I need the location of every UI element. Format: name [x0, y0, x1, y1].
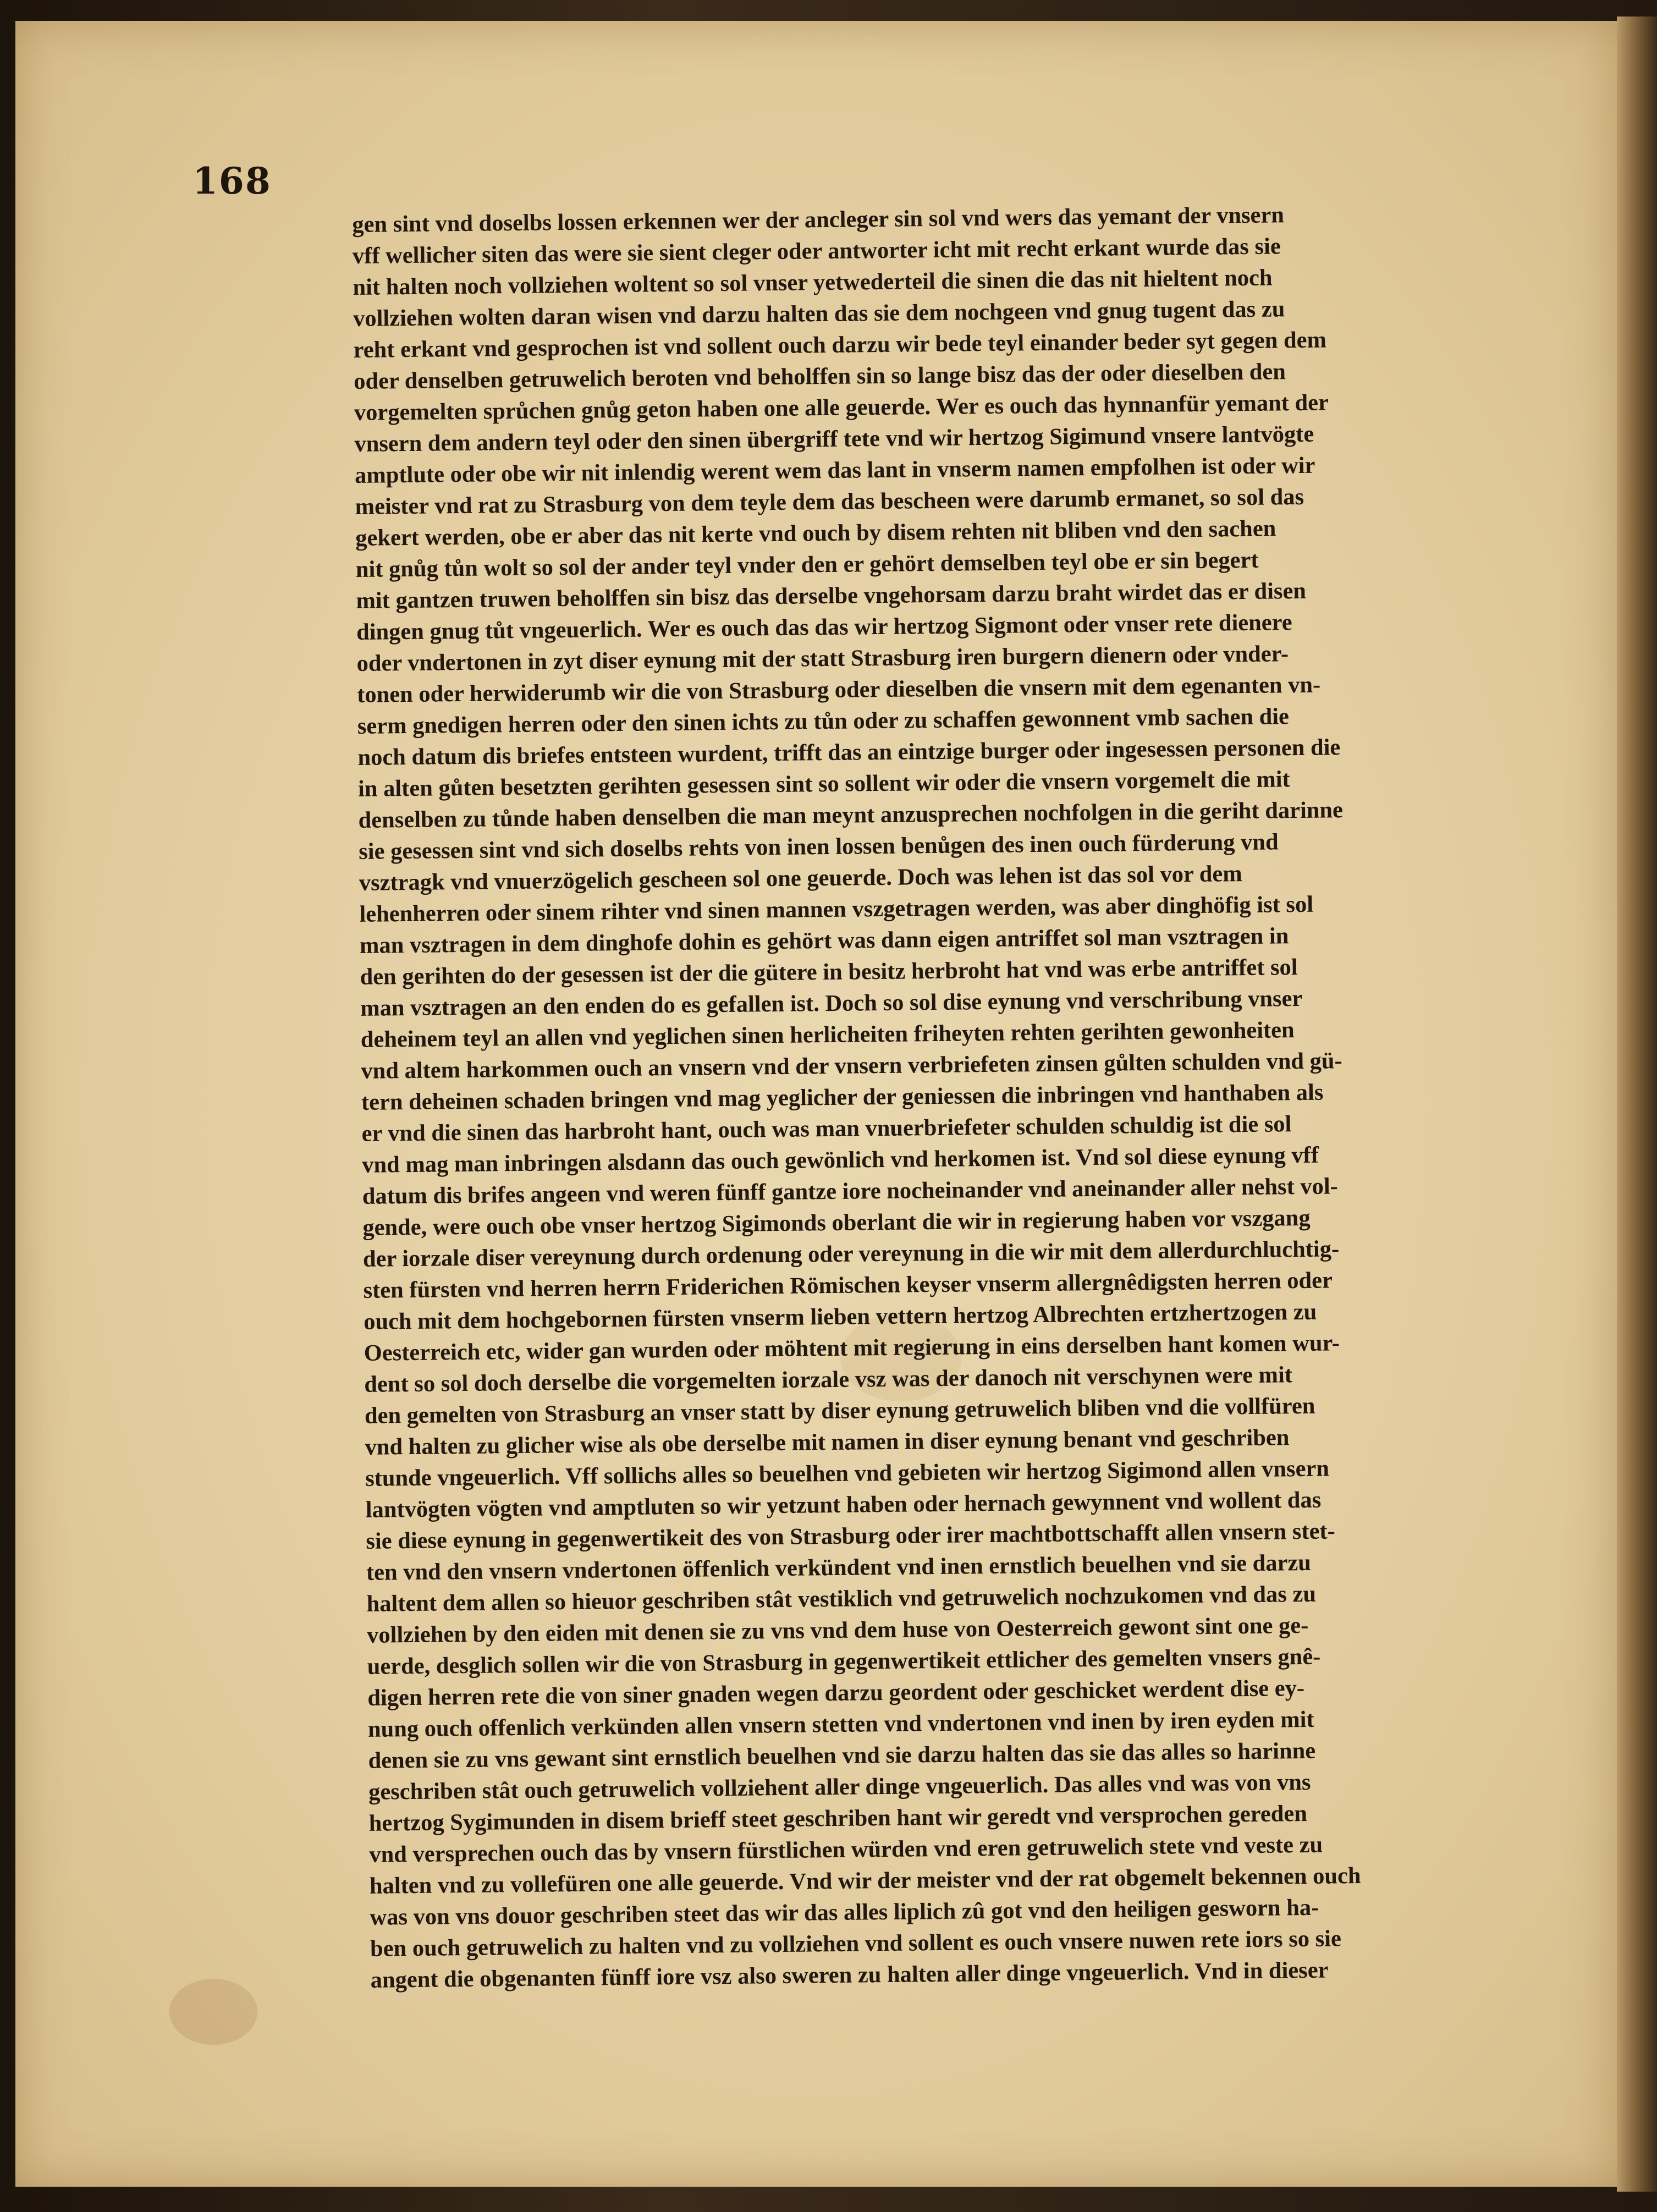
text-line: nung ouch offenlich verkünden allen vnsern stetten vnd vndertonen vnd inen by iren eyden mit: [367, 1706, 1314, 1742]
text-line: reht erkant vnd gesprochen ist vnd sollent ouch darzu wir bede teyl einander beder syt gegen dem: [353, 327, 1327, 363]
text-line: noch datum dis briefes entsteen wurdent, trifft das an eintzige burger oder ingesessen personen die: [357, 734, 1341, 771]
text-line: was von vns douor geschriben steet das wir das alles liplich zû got vnd den heiligen gesworn ha-: [370, 1894, 1319, 1930]
text-line: sie diese eynung in gegenwertikeit des von Strasburg oder irer machtbottschafft allen vnsern stet-: [366, 1518, 1335, 1554]
text-line: vnsern dem andern teyl oder den sinen übergriff tete vnd wir hertzog Sigimund vnsere lantvögte: [354, 421, 1314, 457]
page-edge: [1617, 16, 1657, 2192]
text-line: dingen gnug tůt vngeuerlich. Wer es ouch das das wir hertzog Sigmont oder vnser rete dienere: [356, 609, 1292, 645]
text-line: denselben zu tůnde haben denselben die man meynt anzusprechen nochfolgen in die geriht darinne: [358, 797, 1344, 833]
text-line: datum dis brifes angeen vnd weren fünff gantze iore nocheinander vnd aneinander aller nehst vol-: [362, 1173, 1339, 1209]
text-line: geschriben stât ouch getruwelich vollziehent aller dinge vngeuerlich. Das alles vnd was von vns: [368, 1769, 1311, 1805]
text-line: uerde, desglich sollen wir die von Strasburg in gegenwertikeit ettlicher des gemelten vnsers gnê-: [367, 1643, 1321, 1680]
page-number: 168: [192, 159, 272, 202]
text-line: vff wellicher siten das were sie sient cleger oder antworter icht mit recht erkant wurde das sie: [352, 233, 1281, 269]
text-line: vorgemelten sprůchen gnůg geton haben one alle geuerde. Wer es ouch das hynnanfür yemant der: [354, 389, 1329, 426]
paper-stain: [169, 1979, 257, 2045]
text-line: Oesterreich etc, wider gan wurden oder möhtent mit regierung in eins derselben hant komen wur-: [364, 1330, 1340, 1366]
text-line: halten vnd zu vollefüren one alle geuerde. Vnd wir der meister vnd der rat obgemelt bekennen ouch: [369, 1862, 1361, 1899]
text-line: nit halten noch vollziehen woltent so sol vnser yetwederteil die sinen die das nit hieltent noch: [353, 265, 1273, 300]
text-line: haltent dem allen so hieuor geschriben stât vestiklich vnd getruwelich nochzukomen vnd das zu: [366, 1581, 1317, 1617]
text-line: vnd versprechen ouch das by vnsern fürstlichen würden vnd eren getruwelich stete vnd veste zu: [369, 1831, 1323, 1868]
text-line: amptlute oder obe wir nit inlendig werent wem das lant in vnserm namen empfolhen ist oder wir: [354, 452, 1315, 488]
text-line: serm gnedigen herren oder den sinen ichts zu tůn oder zu schaffen gewonnent vmb sachen die: [357, 703, 1290, 739]
text-line: nit gnůg tůn wolt so sol der ander teyl vnder den er gehört demselben teyl obe er sin begert: [355, 547, 1259, 582]
text-line: ten vnd den vnsern vndertonen öffenlich verkündent vnd inen ernstlich beuelhen vnd sie darzu: [366, 1549, 1312, 1586]
text-line: meister vnd rat zu Strasburg von dem teyle dem das bescheen were darumb ermanet, so sol das: [355, 483, 1304, 520]
text-line: tonen oder herwiderumb wir die von Strasburg oder dieselben die vnsern mit dem egenanten vn-: [357, 672, 1321, 708]
text-line: hertzog Sygimunden in disem brieff steet geschriben hant wir geredt vnd versprochen gereden: [368, 1800, 1308, 1836]
text-line: den gerihten do der gesessen ist der die gütere in besitz herbroht hat vnd was erbe antriffet sol: [360, 954, 1298, 990]
text-line: sie gesessen sint vnd sich doselbs rehts von inen lossen benůgen des inen ouch fürderung vnd: [358, 829, 1279, 865]
text-line: lantvögten vögten vnd amptluten so wir yetzunt haben oder hernach gewynnent vnd wollent das: [365, 1487, 1322, 1523]
text-line: man vsztragen in dem dinghofe dohin es gehört was dann eigen antriffet sol man vsztragen in: [359, 923, 1289, 959]
text-line: digen herren rete die von siner gnaden wegen darzu geordent oder geschicket werdent dise ey-: [367, 1675, 1305, 1711]
text-line: vnd mag man inbringen alsdann das ouch gewönlich vnd herkomen ist. Vnd sol diese eynung vff: [361, 1142, 1319, 1178]
text-line: vsztragk vnd vnuerzögelich gescheen sol one geuerde. Doch was lehen ist das sol vor dem: [359, 861, 1242, 896]
text-line: ben ouch getruwelich zu halten vnd zu vollziehen vnd sollent es ouch vnsere nuwen rete iors so sie: [370, 1925, 1342, 1962]
text-line: angent die obgenanten fünff iore vsz also sweren zu halten aller dinge vngeuerlich. Vnd in dieser: [370, 1957, 1329, 1993]
text-line: stunde vngeuerlich. Vff sollichs alles so beuelhen vnd gebieten wir hertzog Sigimond allen vnsern: [365, 1455, 1330, 1492]
text-line: vollziehen wolten daran wisen vnd darzu halten das sie dem nochgeen vnd gnug tugent das zu: [353, 296, 1285, 332]
text-line: oder denselben getruwelich beroten vnd beholffen sin so lange bisz das der oder dieselben den: [354, 359, 1286, 394]
text-line: tern deheinen schaden bringen vnd mag yeglicher der geniessen die inbringen vnd hanthaben als: [361, 1079, 1324, 1115]
text-line: vnd altem harkommen ouch an vnsern vnd der vnsern verbriefeten zinsen gůlten schulden vnd gü-: [361, 1048, 1342, 1084]
text-line: lehenherren oder sinem rihter vnd sinen mannen vszgetragen werden, was aber dinghöfig ist sol: [359, 891, 1314, 927]
text-line: mit gantzen truwen beholffen sin bisz das derselbe vngehorsam darzu braht wirdet das er disen: [356, 577, 1307, 614]
text-line: der iorzale diser vereynung durch ordenung oder vereynung in die wir mit dem allerdurchluchtig-: [362, 1236, 1340, 1272]
text-line: oder vndertonen in zyt diser eynung mit der statt Strasburg iren burgern dienern oder vnder-: [356, 641, 1289, 676]
text-line: ouch mit dem hochgebornen fürsten vnserm lieben vettern hertzog Albrechten ertzhertzogen zu: [363, 1298, 1317, 1335]
text-line: gekert werden, obe er aber das nit kerte vnd ouch by disem rehten nit bliben vnd den sachen: [355, 515, 1276, 551]
text-line: denen sie zu vns gewant sint ernstlich beuelhen vnd sie darzu halten das sie das alles so harinne: [368, 1737, 1316, 1774]
text-line: vollziehen by den eiden mit denen sie zu vns vnd dem huse von Oesterreich gewont sint one ge-: [366, 1612, 1309, 1648]
body-text: [352, 196, 1559, 1995]
text-line: den gemelten von Strasburg an vnser statt by diser eynung getruwelich bliben vnd die vollfüren: [364, 1393, 1315, 1429]
text-line: dent so sol doch derselbe die vorgemelten iorzale vsz was der danoch nit verschynen were mit: [364, 1362, 1293, 1397]
text-line: sten fürsten vnd herren herrn Friderichen Römischen keyser vnserm allergnêdigsten herren oder: [363, 1267, 1333, 1303]
text-line: man vsztragen an den enden do es gefallen ist. Doch so sol dise eynung vnd verschribung vnser: [360, 985, 1303, 1021]
text-line: in alten gůten besetzten gerihten gesessen sint so sollent wir oder die vnsern vorgemelt die mit: [357, 766, 1290, 802]
text-line: er vnd die sinen das harbroht hant, ouch was man vnuerbriefeter schulden schuldig ist die sol: [361, 1111, 1292, 1147]
text-line: vnd halten zu glicher wise als obe derselbe mit namen in diser eynung benant vnd geschriben: [365, 1424, 1290, 1460]
text-line: gende, were ouch obe vnser hertzog Sigimonds oberlant die wir in regierung haben vor vszgang: [362, 1204, 1311, 1241]
text-line: gen sint vnd doselbs lossen erkennen wer der ancleger sin sol vnd wers das yemant der vnsern: [352, 202, 1285, 238]
text-line: deheinem teyl an allen vnd yeglichen sinen herlicheiten friheyten rehten gerihten gewonheiten: [360, 1017, 1295, 1053]
